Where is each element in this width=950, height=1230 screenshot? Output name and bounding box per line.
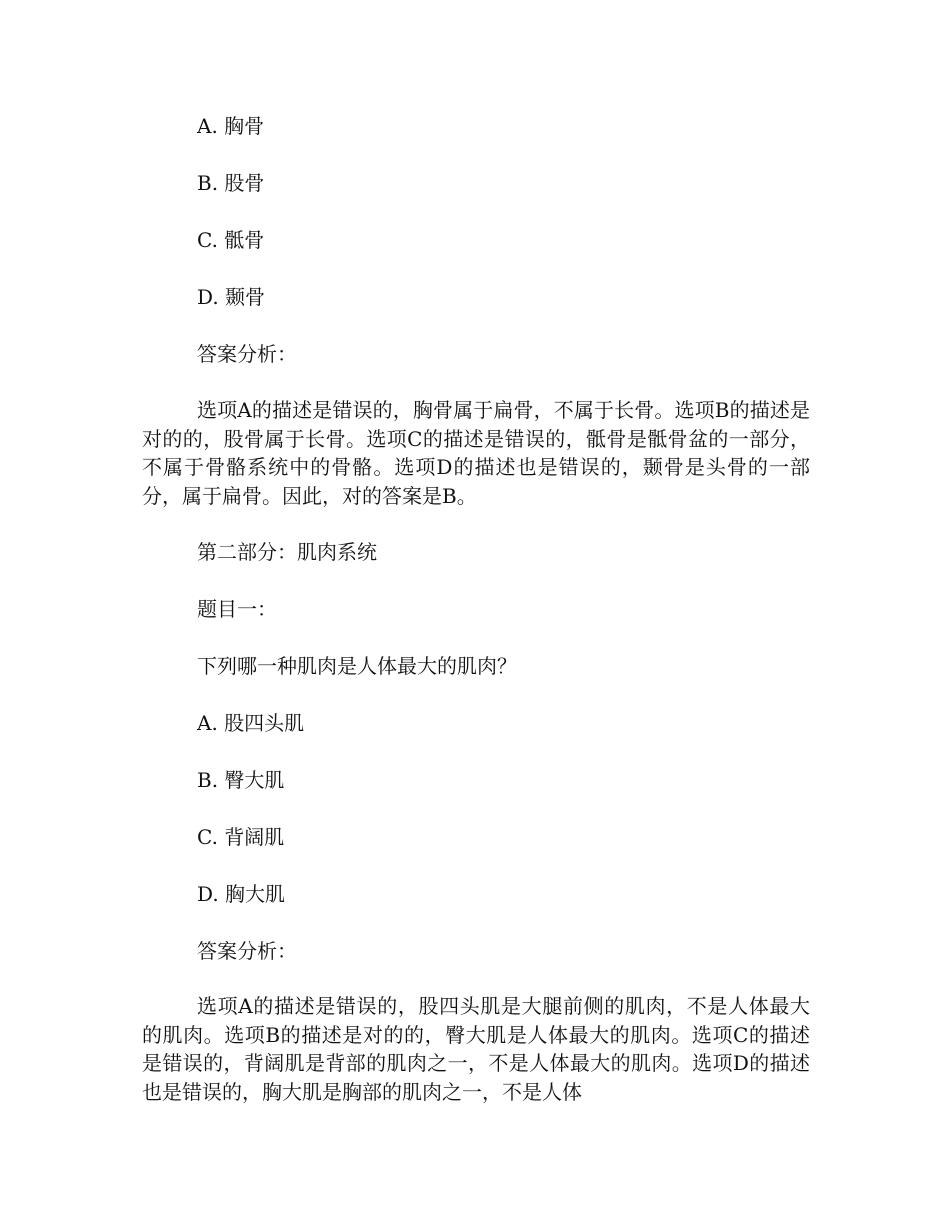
analysis-paragraph: 选项A的描述是错误的，股四头肌是大腿前侧的肌肉，不是人体最大的肌肉。选项B的描述是对的的，臀大肌是人体最大的肌肉。选项C的描述是错误的，背阔肌是背部的肌肉之一，不是人体最大的肌肉。选项D的描述也是错误的，胸大肌是胸部的肌肉之一，不是人体 [142,994,810,1104]
question-label: 题目一： [197,597,277,621]
analysis-label: 答案分析： [197,939,297,963]
option-d-pectoralis: D. 胸大肌 [197,882,286,906]
analysis-paragraph: 选项A的描述是错误的，胸骨属于扁骨，不属于长骨。选项B的描述是对的的，股骨属于长骨。选项C的描述是错误的，骶骨是骶骨盆的一部分，不属于骨骼系统中的骨骼。选项D的描述也是错误的，颞骨是头骨的一部分，属于扁骨。因此，对的答案是B。 [142,398,810,508]
analysis-label: 答案分析： [197,342,297,366]
option-c-latissimus: C. 背阔肌 [197,825,285,849]
question-text: 下列哪一种肌肉是人体最大的肌肉？ [197,654,517,678]
option-a-quadriceps: A. 股四头肌 [197,711,305,735]
option-b-femur: B. 股骨 [197,171,265,195]
option-d-temporal: D. 颞骨 [197,285,266,309]
option-a-sternum: A. 胸骨 [197,114,265,138]
option-c-sacrum: C. 骶骨 [197,228,265,252]
option-b-gluteus: B. 臀大肌 [197,768,285,792]
section-heading: 第二部分：肌肉系统 [197,540,377,564]
